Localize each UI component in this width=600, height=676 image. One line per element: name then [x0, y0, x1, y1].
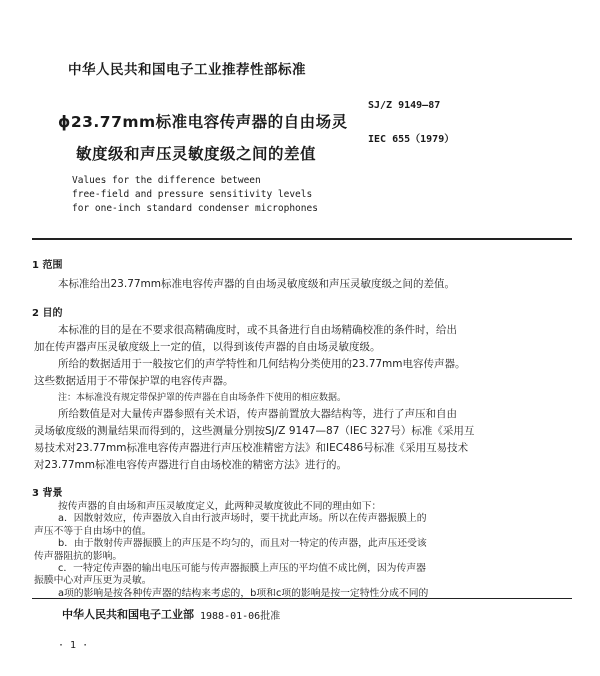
section-2-line: 易技术对23.77mm标准电容传声器进行声压校准精密方法》和IEC486号标准《采用互易技术: [34, 442, 469, 454]
section-3-line: c．一特定传声器的输出电压可能与传声器振膜上声压的平均值不成比例，因为传声器: [58, 563, 426, 574]
section-3-line: 按传声器的自由场和声压灵敏度定义，此两种灵敏度彼此不同的理由如下：: [58, 501, 382, 512]
section-3-line: a项的影响是按各种传声器的结构来考虑的，b项和c项的影响是按一定特性分成不同的: [58, 587, 429, 599]
section-2-line: 所给数值是对大量传声器参照有关术语，传声器前置放大器结构等，进行了声压和自由: [58, 408, 457, 420]
section-1-heading: 1 范围: [32, 260, 63, 271]
title-english-line-2: free-field and pressure sensitivity levels: [72, 189, 313, 200]
section-3-line: a．因散射效应，传声器放入自由行波声场时，要干扰此声场。所以在传声器振膜上的: [58, 513, 427, 525]
section-2-line: 加在传声器声压灵敏度级上一定的值，以得到该传声器的自由场灵敏度级。: [34, 341, 381, 353]
section-2-line: 灵场敏度级的测量结果而得到的，这些测量分别按SJ/Z 9147—87（IEC 327号）标准《采用互: [34, 425, 475, 437]
issuing-ministry-header: 中华人民共和国电子工业推荐性部标准: [68, 62, 306, 78]
section-3-line: 传声器阻抗的影响。: [34, 550, 123, 562]
section-2-line: 本标准的目的是在不要求很高精确度时，或不具备进行自由场精确校准的条件时，给出: [58, 324, 457, 336]
standard-number: SJ/Z 9149—87: [368, 100, 441, 111]
title-english-line-1: Values for the difference between: [72, 175, 261, 186]
section-3-heading: 3 背景: [32, 488, 63, 499]
title-chinese-line-1: ϕ23.77mm标准电容传声器的自由场灵: [58, 113, 348, 131]
section-3-line: b．由于散射传声器振膜上的声压是不均匀的，而且对一特定的传声器，此声压还受该: [58, 538, 427, 550]
title-chinese-line-2: 敏度级和声压灵敏度级之间的差值: [76, 145, 317, 163]
page-number: · 1 ·: [58, 640, 89, 651]
header-divider: [32, 238, 572, 240]
section-1-text: 本标准给出23.77mm标准电容传声器的自由场灵敏度级和声压灵敏度级之间的差值。: [58, 278, 456, 290]
section-3-line: 声压不等于自由场中的值。: [34, 525, 152, 537]
footer-ministry: 中华人民共和国电子工业部: [62, 608, 194, 621]
section-2-note: 注：本标准没有规定带保护罩的传声器在自由场条件下使用的相应数据。: [58, 393, 347, 403]
approval-date: 1988-01-06批准: [200, 611, 281, 622]
section-3-line: 振膜中心对声压更为灵敏。: [34, 575, 152, 587]
iec-reference: IEC 655（1979）: [368, 134, 455, 145]
title-english-line-3: for one-inch standard condenser microphones: [72, 203, 318, 214]
section-2-line: 这些数据适用于不带保护罩的电容传声器。: [34, 375, 234, 387]
section-2-heading: 2 目的: [32, 308, 63, 319]
section-2-line: 对23.77mm标准电容传声器进行自由场校准的精密方法》进行的。: [34, 459, 348, 471]
section-2-line: 所给的数据适用于一般按它们的声学特性和几何结构分类使用的23.77mm电容传声器。: [58, 358, 466, 370]
